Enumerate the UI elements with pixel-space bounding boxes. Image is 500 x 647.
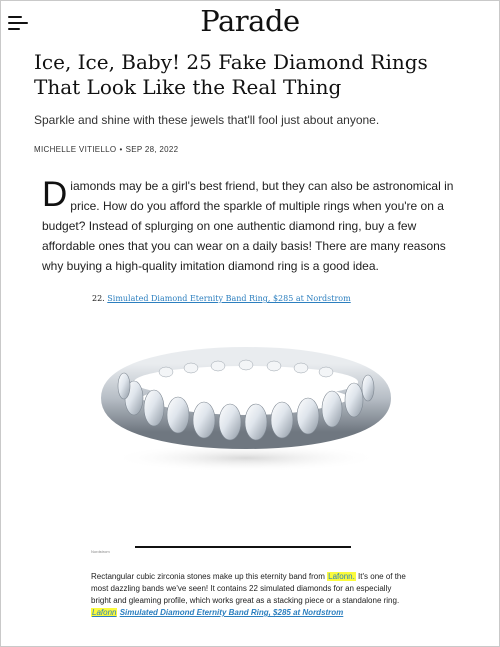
caption-product-link[interactable]: Simulated Diamond Eternity Band Ring, $285 at Nordstrom — [119, 608, 344, 617]
photo-credit: Nordstrom — [91, 549, 110, 554]
article-headline: Ice, Ice, Baby! 25 Fake Diamond Rings That Look Like the Real Thing — [34, 50, 428, 99]
item-caption — [91, 571, 411, 619]
article-intro — [42, 176, 462, 276]
site-logo[interactable]: Parade — [200, 4, 300, 38]
intro-text: iamonds may be a girl's best friend, but they can also be astronomical in price. How do you afford the sparkle of multiple rings when you're on a budget? Instead of splurging on one authentic diamond ring, buy a few affordable ones that you can wear on a daily basis! There are many reasons why buying a high-quality imitation diamond ring is a good idea. — [42, 179, 454, 273]
caption-brand-link-2[interactable]: Lafonn — [92, 608, 117, 617]
site-header — [0, 0, 500, 44]
ring-illustration — [96, 340, 396, 480]
byline — [34, 145, 178, 154]
article-dek: Sparkle and shine with these jewels that'll fool just about anyone. — [34, 113, 380, 127]
divider-rule — [135, 546, 351, 548]
item-heading — [92, 294, 351, 303]
caption-brand-link[interactable]: Lafonn. — [328, 572, 355, 581]
author-name[interactable]: MICHELLE VITIELLO — [34, 145, 117, 154]
caption-text-1: Rectangular cubic zirconia stones make up this eternity band from — [91, 572, 328, 581]
product-image-ring[interactable] — [96, 340, 396, 480]
publish-date: SEP 28, 2022 — [125, 145, 179, 154]
byline-separator: • — [119, 145, 123, 154]
caption-text-2: It's one of the most dazzling bands we've seen! It contains 22 simulated diamonds for an especially bright and gleaming profile, which works great as a stacking piece or a standalone ring. — [91, 572, 406, 605]
item-number: 22. — [92, 294, 105, 303]
item-product-link[interactable]: Simulated Diamond Eternity Band Ring, $285 at Nordstrom — [107, 294, 351, 303]
drop-cap: D — [42, 175, 68, 214]
